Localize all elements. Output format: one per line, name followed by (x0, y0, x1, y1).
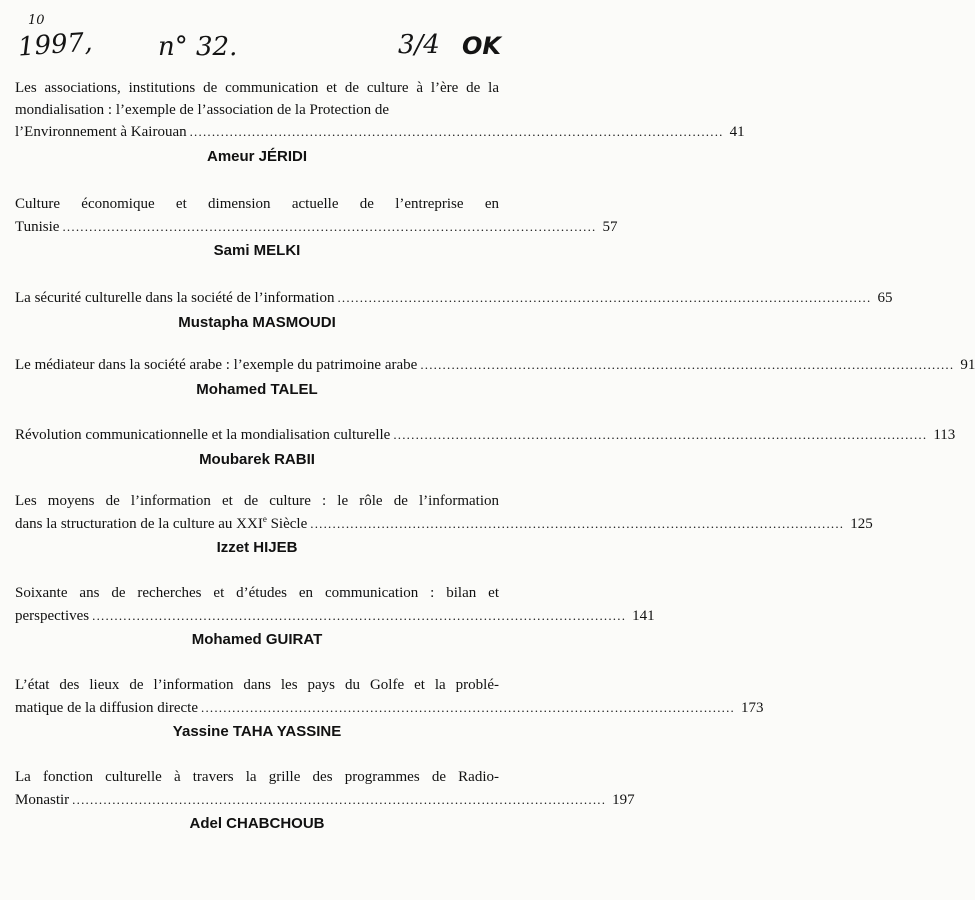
entry-title-last-line (15, 513, 873, 536)
dot-leader: ........................................................................................................................ (393, 427, 928, 442)
entry-title-end: matique de la diffusion directe (15, 699, 198, 716)
handwritten-issue-number: n° 32. (158, 32, 238, 62)
toc-entry (15, 287, 893, 334)
page-number: 65 (877, 290, 893, 306)
toc-entry (15, 354, 975, 401)
entry-title: La fonction culturelle à travers la grille des programmes de Radio- (15, 769, 499, 785)
entry-title: Soixante ans de recherches et d’études en communication : bilan et (15, 585, 499, 601)
entry-title-end: Révolution communicationnelle et la mondialisation culturelle (15, 427, 391, 443)
entry-title-end: Tunisie (15, 218, 60, 235)
entry-title-end: Monastir (15, 791, 70, 808)
entry-title-last-line (15, 697, 764, 720)
page-number: 197 (612, 791, 635, 808)
entry-title-last-line (15, 121, 745, 144)
entry-title: L’état des lieux de l’information dans les pays du Golfe et la problé- (15, 677, 499, 693)
entry-title-end-text: dans la structuration de la culture au XXI (15, 515, 263, 532)
entry-author: Moubarek RABII (199, 450, 315, 468)
toc-entry (15, 583, 655, 651)
toc-entry (15, 767, 635, 835)
page-number: 113 (933, 427, 956, 443)
entry-title-last-line (15, 605, 655, 628)
handwritten-fraction: 3/4 (398, 30, 440, 60)
entry-title-last-line (15, 424, 956, 447)
page-number: 57 (602, 218, 618, 235)
page-number: 173 (741, 699, 764, 716)
entry-author: Izzet HIJEB (216, 539, 298, 556)
entry-title-last-line (15, 216, 618, 239)
dot-leader: ........................................................................................................................ (62, 218, 597, 234)
entry-author: Adel CHABCHOUB (189, 815, 325, 832)
toc-entry (15, 194, 618, 262)
entry-title-end: Le médiateur dans la société arabe : l’exemple du patrimoine arabe (15, 357, 418, 373)
page-number: 41 (729, 124, 745, 140)
handwritten-ok: OK (462, 32, 501, 60)
entry-author: Ameur JÉRIDI (206, 147, 308, 165)
entry-author: Yassine TAHA YASSINE (172, 723, 342, 740)
dot-leader: ........................................................................................................................ (310, 515, 845, 531)
entry-title-end (15, 514, 307, 536)
entry-author: Mohamed GUIRAT (191, 631, 323, 648)
dot-leader: ........................................................................................................................ (189, 124, 724, 139)
dot-leader: ........................................................................................................................ (92, 607, 627, 623)
page-number: 141 (632, 607, 655, 624)
entry-title-last-line (15, 789, 635, 812)
entry-title-last-line (15, 354, 975, 377)
toc-entry (15, 491, 873, 559)
entry-author: Sami MELKI (213, 242, 301, 259)
handwritten-note-top: 10 (28, 13, 45, 28)
dot-leader: ........................................................................................................................ (72, 791, 607, 807)
entry-title-end: l’Environnement à Kairouan (15, 124, 187, 140)
entry-title: Les associations, institutions de communication et de culture à l’ère de la mondialisation : l’exemple de l’association de la Protection de (15, 80, 499, 118)
dot-leader: ........................................................................................................................ (201, 699, 735, 715)
entry-title-end: La sécurité culturelle dans la société de l’information (15, 290, 335, 306)
dot-leader: ........................................................................................................................ (337, 290, 872, 305)
handwritten-year: 1997, (17, 27, 94, 63)
toc-entry (15, 78, 745, 168)
entry-title: Culture économique et dimension actuelle de l’entreprise en (15, 196, 499, 212)
entry-title-end: perspectives (15, 607, 90, 624)
entry-title-last-line (15, 287, 893, 310)
page-number: 125 (850, 515, 873, 532)
toc-entry (15, 675, 764, 743)
entry-author: Mustapha MASMOUDI (178, 313, 336, 331)
dot-leader: ........................................................................................................................ (420, 357, 955, 372)
page-number: 91 (960, 357, 975, 373)
entry-author: Mohamed TALEL (196, 380, 318, 398)
toc-entry (15, 424, 956, 471)
superscript: e (262, 513, 267, 524)
entry-title: Les moyens de l’information et de culture : le rôle de l’information (15, 493, 499, 509)
entry-title-end-suffix: Siècle (266, 515, 308, 532)
